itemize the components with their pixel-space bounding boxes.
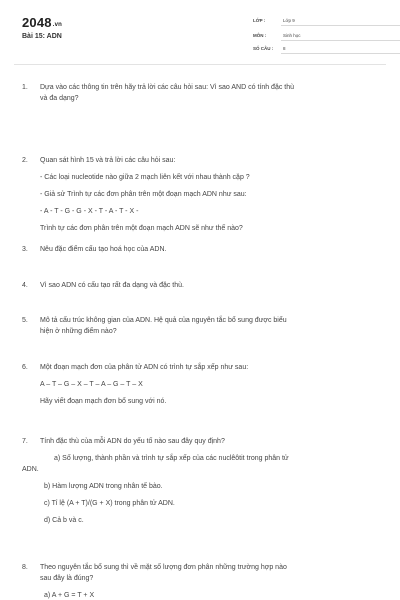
info-label: MÔN :: [253, 33, 267, 38]
question-line: Quan sát hình 15 và trả lời các câu hỏi sau:: [40, 157, 176, 164]
question-text: [40, 362, 380, 407]
question-line: Vì sao ADN có cấu tạo rất đa dạng và đặc thù.: [40, 282, 184, 289]
question-line: Hãy viết đoạn mạch đơn bổ sung với nó.: [40, 398, 167, 405]
info-underline: [281, 53, 400, 54]
site-logo[interactable]: [22, 15, 62, 30]
answer-option-d: d) Cả b và c.: [44, 517, 84, 524]
answer-option-a: a) Số lượng, thành phần và trình tự sắp xếp của các nuclêôtit trong phân tử: [54, 455, 289, 462]
question-text: [40, 315, 380, 337]
question-text: [40, 562, 378, 600]
question-text: [40, 280, 380, 291]
header-divider: [14, 64, 386, 65]
answer-option-c: c) Tỉ lệ (A + T)/(G + X) trong phân tử ADN.: [44, 500, 175, 507]
question-number: 6.: [22, 364, 28, 371]
question-line: Nêu đặc điểm cấu tạo hoá học của ADN.: [40, 246, 167, 253]
info-value: Lớp 9: [283, 18, 295, 23]
question-line: Mô tả cấu trúc không gian của ADN. Hệ quả của nguyên tắc bổ sung được biểu: [40, 317, 287, 324]
dna-sequence: - A - T - G - G - X - T - A - T - X -: [40, 208, 139, 215]
lesson-title: Bài 15: ADN: [22, 33, 62, 40]
info-value: Sinh học: [283, 33, 301, 38]
question-number: 4.: [22, 282, 28, 289]
logo-text: 2048: [22, 15, 52, 30]
info-label: LỚP :: [253, 18, 266, 23]
question-line: - Các loại nucleotide nào giữa 2 mạch liên kết với nhau thành cặp ?: [40, 174, 250, 181]
question-8: [22, 562, 378, 600]
question-line: Theo nguyên tắc bổ sung thì về mặt số lượng đơn phân những trường hợp nào: [40, 564, 287, 571]
answer-option-b: b) Hàm lượng ADN trong nhân tế bào.: [44, 483, 163, 490]
question-line: Trình tự các đơn phân trên một đoạn mạch ADN sẽ như thế nào?: [40, 225, 243, 232]
question-line: Một đoạn mạch đơn của phân tử ADN có trình tự sắp xếp như sau:: [40, 364, 249, 371]
question-number: 1.: [22, 84, 28, 91]
question-line: - Giả sử Trình tự các đơn phân trên một đoạn mạch ADN như sau:: [40, 191, 247, 198]
question-number: 5.: [22, 317, 28, 324]
info-value: 8: [283, 46, 286, 51]
question-text: [40, 155, 380, 234]
question-number: 2.: [22, 157, 28, 164]
question-number: 8.: [22, 564, 28, 571]
question-text: [22, 436, 380, 526]
answer-option-a-continued: ADN.: [22, 466, 39, 473]
worksheet-header: [0, 0, 400, 70]
question-text: [40, 244, 380, 255]
question-line: sau đây là đúng?: [40, 575, 94, 582]
info-label: SỐ CÂU :: [253, 46, 274, 51]
question-line: Dựa vào các thông tin trên hãy trả lời các câu hỏi sau: Vì sao AND có tính đặc thù: [40, 84, 295, 91]
info-underline: [281, 40, 400, 41]
question-line: và đa dạng?: [40, 95, 79, 102]
question-number: 7.: [22, 438, 28, 445]
dna-sequence: A – T – G – X – T – A – G – T – X: [40, 381, 143, 388]
question-line: hiện ở những điểm nào?: [40, 328, 117, 335]
info-underline: [281, 25, 400, 26]
answer-option-a: a) A + G = T + X: [44, 592, 95, 599]
question-line: Tính đặc thù của mỗi ADN do yếu tố nào sau đây quy định?: [40, 438, 225, 445]
question-number: 3.: [22, 246, 28, 253]
logo-suffix: .vn: [52, 22, 63, 28]
question-text: [40, 82, 380, 104]
